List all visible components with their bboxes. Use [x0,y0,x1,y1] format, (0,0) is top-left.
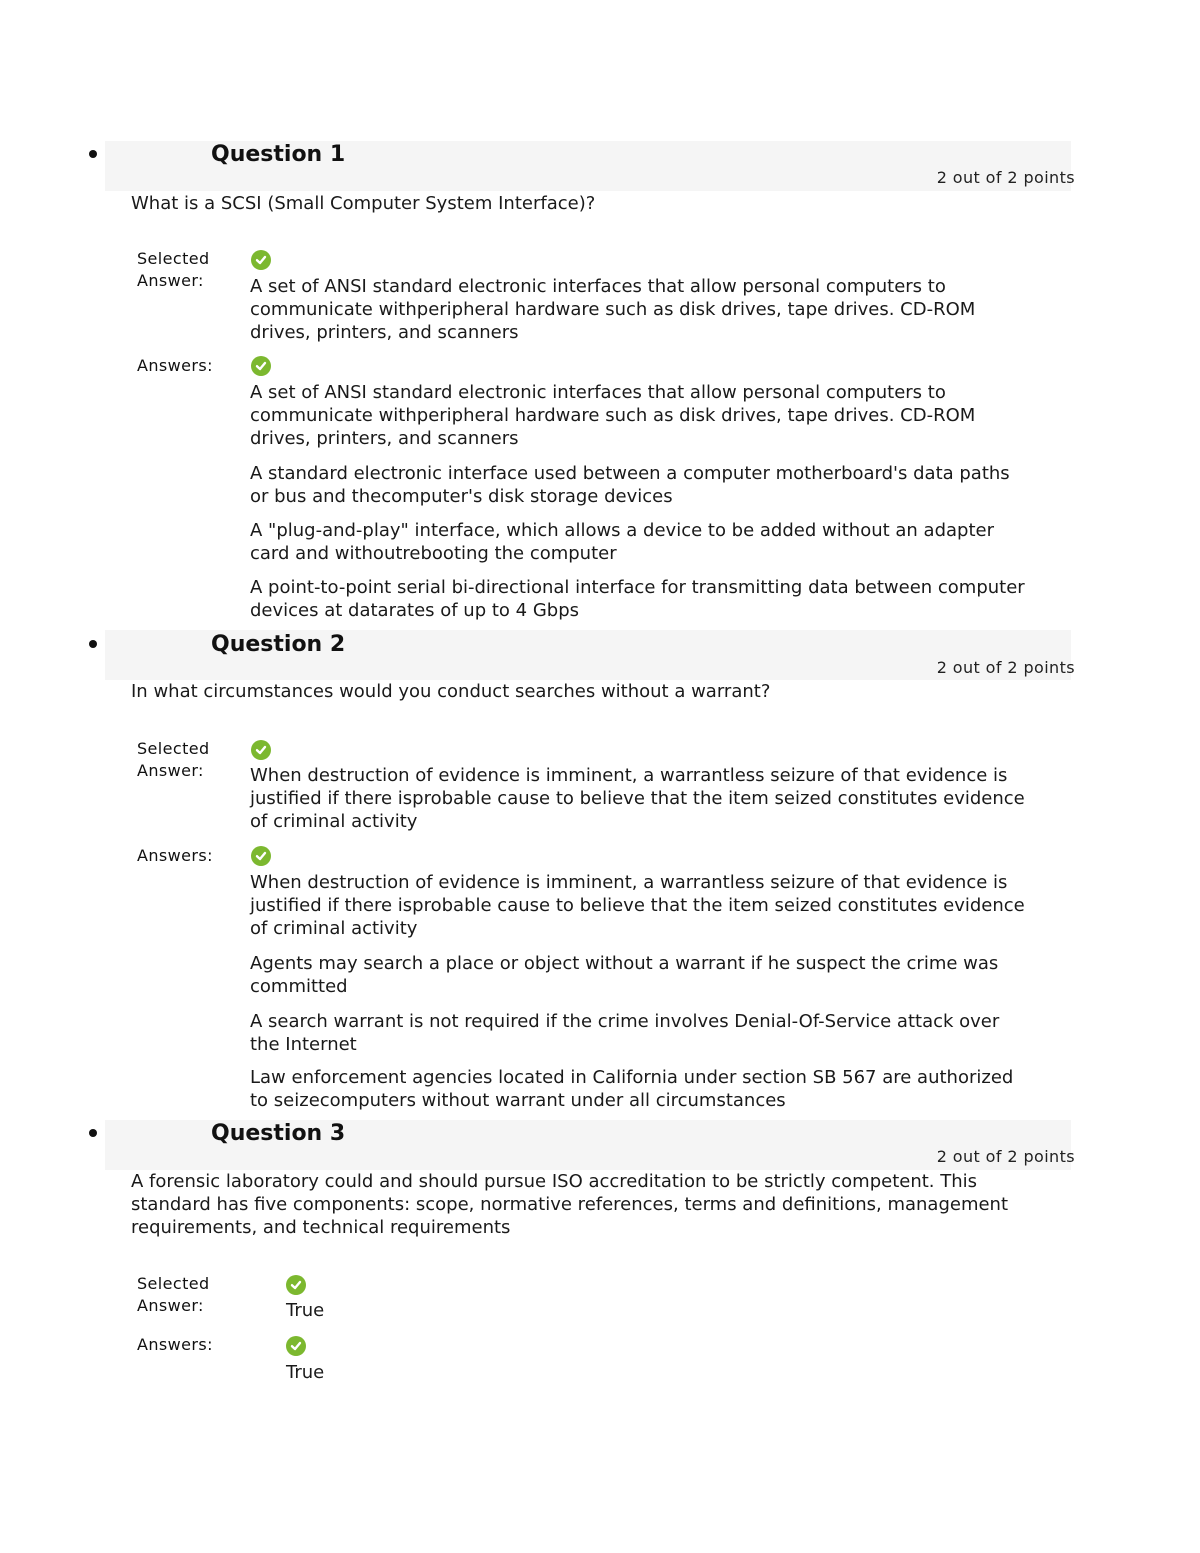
question-text: A forensic laboratory could and should pursue ISO accreditation to be strictly competent. This standard has five components: scope, normative references, terms and definitions, management requirements, and technical requirements [131,1171,1009,1238]
check-circle-icon [251,846,271,866]
selected-answer-label: Selected Answer: [137,249,210,290]
question-title: Question 1 [211,142,346,167]
answer-option: Law enforcement agencies located in California under section SB 567 are authorized to seizecomputers without warrant under all circumstances [250,1067,1014,1111]
question-points: 2 out of 2 points [936,1147,1075,1166]
question-header [105,630,1075,680]
answers-label: Answers: [137,356,213,375]
selected-answer-label: Selected Answer: [137,1274,210,1315]
answer-option: A standard electronic interface used between a computer motherboard's data paths or bus and thecomputer's disk storage devices [250,463,1010,507]
check-circle-icon [251,356,271,376]
selected-answer: True [286,1300,325,1321]
answer-option: Agents may search a place or object without a warrant if he suspect the crime was committed [250,953,999,997]
question-title: Question 2 [211,632,346,657]
question-points: 2 out of 2 points [936,658,1075,677]
question-points: 2 out of 2 points [936,168,1075,187]
check-circle-icon [251,740,271,760]
bullet-icon [89,150,97,158]
answer-option: A "plug-and-play" interface, which allows a device to be added without an adapter card and withoutrebooting the computer [250,520,994,564]
check-circle-icon [286,1336,306,1356]
answer-option: A set of ANSI standard electronic interfaces that allow personal computers to communicate withperipheral hardware such as disk drives, tape drives. CD-ROM drives, printers, and scanners [250,382,976,449]
answer-option: A search warrant is not required if the crime involves Denial-Of-Service attack over the Internet [250,1011,1000,1055]
selected-answer: When destruction of evidence is imminent, a warrantless seizure of that evidence is justified if there isprobable cause to believe that the item seized constitutes evidence of criminal activity [250,765,1025,832]
question-header [105,1120,1075,1170]
selected-answer: A set of ANSI standard electronic interfaces that allow personal computers to communicate withperipheral hardware such as disk drives, tape drives. CD-ROM drives, printers, and scanners [250,276,976,343]
question-title: Question 3 [211,1121,346,1146]
question-header [105,141,1075,191]
bullet-icon [89,640,97,648]
selected-answer-label: Selected Answer: [137,739,210,780]
check-circle-icon [251,250,271,270]
answers-label: Answers: [137,846,213,865]
check-circle-icon [286,1275,306,1295]
question-text: In what circumstances would you conduct searches without a warrant? [131,681,771,702]
answer-option: A point-to-point serial bi-directional interface for transmitting data between computer devices at datarates of up to 4 Gbps [250,577,1025,621]
answer-option: True [286,1362,325,1383]
answers-label: Answers: [137,1335,213,1354]
bullet-icon [89,1129,97,1137]
answer-option: When destruction of evidence is imminent, a warrantless seizure of that evidence is justified if there isprobable cause to believe that the item seized constitutes evidence of criminal activity [250,872,1025,939]
question-text: What is a SCSI (Small Computer System Interface)? [131,193,596,214]
